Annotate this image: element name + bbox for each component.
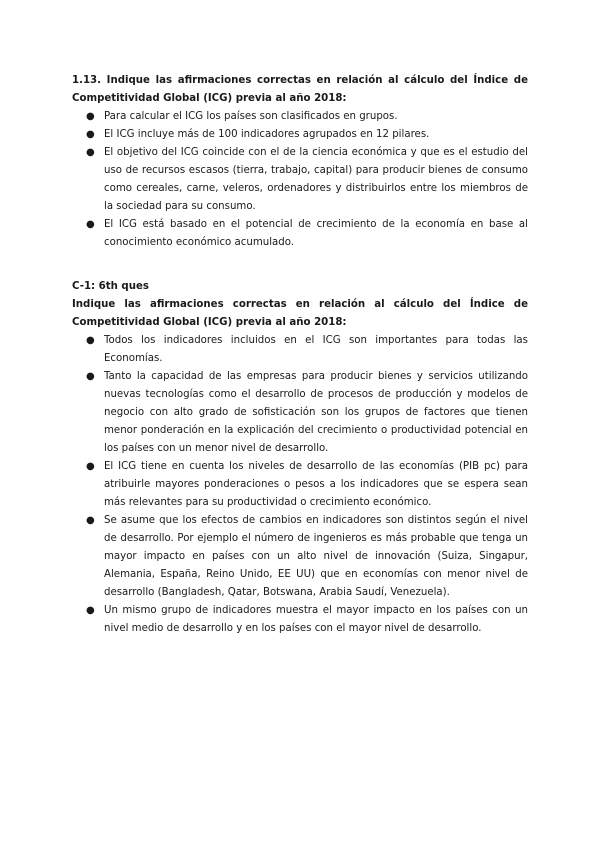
option-text: El ICG incluye más de 100 indicadores agrupados en 12 pilares. <box>104 129 430 140</box>
bullet-icon: ● <box>86 515 95 526</box>
question-1-13-heading: 1.13. Indique las afirmaciones correctas en relación al cálculo del Índice de Competitividad Global (ICG) previa al año 2018: <box>72 75 528 104</box>
bullet-icon: ● <box>86 605 95 616</box>
bullet-icon: ● <box>86 111 95 122</box>
question-c1-6th <box>72 278 528 638</box>
option-item <box>72 458 528 512</box>
option-text: Un mismo grupo de indicadores muestra el mayor impacto en los países con un nivel medio de desarrollo y en los países con el mayor nivel de desarrollo. <box>104 605 528 634</box>
question-c1-options <box>72 332 528 638</box>
bullet-icon: ● <box>86 219 95 230</box>
question-1-13 <box>72 72 528 252</box>
question-c1-heading: Indique las afirmaciones correctas en relación al cálculo del Índice de Competitividad Global (ICG) previa al año 2018: <box>72 299 528 328</box>
option-item <box>72 512 528 602</box>
option-item <box>72 108 528 126</box>
option-text: El ICG tiene en cuenta los niveles de desarrollo de las economías (PIB pc) para atribuirle mayores ponderaciones o pesos a los indicadores que se espera sean más relevantes para su productividad o crecimiento económico. <box>104 461 528 508</box>
option-text: Tanto la capacidad de las empresas para producir bienes y servicios utilizando nuevas tecnologías como el desarrollo de procesos de producción y modelos de negocio con alto grado de sofisticación son los grupos de factores que tienen menor ponderación en la explicación del crecimiento o productividad potencial en los países con un menor nivel de desarrollo. <box>104 371 528 454</box>
option-item <box>72 126 528 144</box>
option-item <box>72 144 528 216</box>
option-text: El ICG está basado en el potencial de crecimiento de la economía en base al conocimiento económico acumulado. <box>104 219 528 248</box>
bullet-icon: ● <box>86 335 95 346</box>
option-text: Para calcular el ICG los países son clasificados en grupos. <box>104 111 398 122</box>
option-text: Todos los indicadores incluidos en el ICG son importantes para todas las Economías. <box>104 335 528 364</box>
option-item <box>72 216 528 252</box>
bullet-icon: ● <box>86 371 95 382</box>
option-text: El objetivo del ICG coincide con el de la ciencia económica y que es el estudio del uso de recursos escasos (tierra, trabajo, capital) para producir bienes de consumo como cereales, carne, veleros, ordenadores y distribuirlos entre los miembros de la sociedad para su consumo. <box>104 147 528 212</box>
option-item <box>72 602 528 638</box>
option-item <box>72 368 528 458</box>
question-c1-label: C-1: 6th ques <box>72 281 149 292</box>
bullet-icon: ● <box>86 147 95 158</box>
bullet-icon: ● <box>86 129 95 140</box>
option-text: Se asume que los efectos de cambios en indicadores son distintos según el nivel de desarrollo. Por ejemplo el número de ingenieros es más probable que tenga un mayor impacto en países con un alto nivel de innovación (Suiza, Singapur, Alemania, España, Reino Unido, EE UU) que en economías con menor nivel de desarrollo (Bangladesh, Qatar, Botswana, Arabia Saudí, Venezuela). <box>104 515 528 598</box>
bullet-icon: ● <box>86 461 95 472</box>
option-item <box>72 332 528 368</box>
question-1-13-options <box>72 108 528 252</box>
